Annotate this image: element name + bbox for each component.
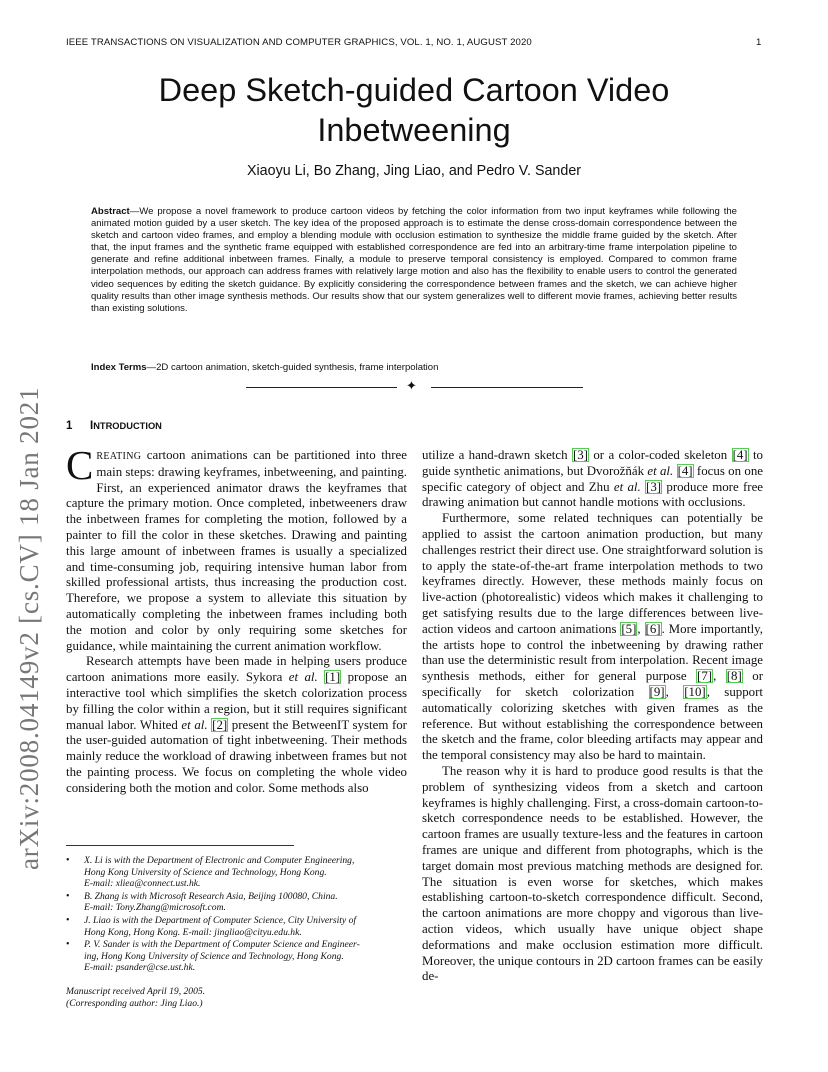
citation-link[interactable]: [1] xyxy=(325,670,341,685)
title-line-2: Inbetweening xyxy=(317,112,511,148)
intro-paragraph-5: The reason why it is hard to produce good results is that the problem of synthesizing videos from a sketch and cartoon keyframes is highly challenging. First, a cross-domain cartoon-to-sketch correspondence needs to be established. However, the cartoon frames are usually texture-less and the features in cartoon frames are unique and different from photographs, which is the target domain most previous matching methods are designed for. The situation is even worse for sketches, which makes establishing cartoon-to-sketch correspondence difficult. Second, the cartoon animations are more choppy and vigorous than live-action videos, which usually have unique object shape deformations and make occlusion estimation more difficult. Moreover, the unique contours in 2D cartoon frames can be easily de- xyxy=(422,763,763,984)
footnote-item xyxy=(66,939,407,974)
paragraph-text: focus on one specific category of object and Zhu xyxy=(422,463,763,494)
citation-link[interactable]: [4] xyxy=(677,463,693,478)
abstract xyxy=(91,206,737,315)
citation-link[interactable]: [5] xyxy=(621,621,637,636)
intro-paragraph-3 xyxy=(422,448,763,511)
intro-paragraph-2 xyxy=(66,654,407,796)
paragraph-text: cartoon animations can be partitioned into three main steps: drawing keyframes, inbetweening, and painting. First, an experienced animator draws the keyframes that capture the primary motion. Once completed, inbetweeners draw the inbetween frames for completing the motion, followed by a painter to fill the color in these sketches. Drawing and painting this large amount of inbetween frames is usually a specialized and time-consuming job, requiring intensive human labor from skilled professional artists, thus increasing the production cost. Therefore, we propose a system to alleviate this situation by automatically completing the inbetween frames including both the motion and color by only requiring some sketches for guidance, while maintaining the current animation workflow. xyxy=(66,448,407,653)
intro-paragraph-1 xyxy=(66,442,407,654)
footnote-line: E-mail: Tony.Zhang@microsoft.com. xyxy=(84,902,226,914)
manuscript-note xyxy=(66,986,407,1009)
citation-link[interactable]: [8] xyxy=(726,669,742,684)
manuscript-received: Manuscript received April 19, 2005. xyxy=(66,985,206,997)
paragraph-text: produce more free drawing animation but cannot handle motions with occlusions. xyxy=(422,479,764,510)
paragraph-text: propose an interactive tool which simplifies the sketch colorization process by filling the color within a region, but it still requires significant manual labor. Whited xyxy=(66,670,407,732)
separator-text: , xyxy=(665,684,684,699)
drop-cap: C xyxy=(66,442,94,488)
page-number: 1 xyxy=(756,37,762,48)
citation-link[interactable]: [6] xyxy=(645,621,661,636)
small-caps-lead: REATING xyxy=(96,451,142,462)
bullet-icon: • xyxy=(66,890,70,902)
et-al-text: et al. xyxy=(181,717,208,732)
paragraph-text: Furthermore, some related techniques can potentially be applied to assist the cartoon animation production, but many challenges restrict their direct use. One straightforward solution is to apply the state-of-the-art frame interpolation methods to two keyframes directly. However, these methods mainly focus on live-action (photorealistic) videos which makes it challenging to get satisfying results due to the large differences between live-action videos and cartoon animations xyxy=(422,511,763,636)
abstract-text: —We propose a novel framework to produce cartoon videos by fetching the color information from two input keyframes while following the animated motion guided by a user sketch. The key idea of the proposed approach is to estimate the dense cross-domain correspondence between the sketch and cartoon video frames, and employ a blending module with occlusion estimation to synthesize the middle frame guided by the sketch. After that, the input frames and the synthetic frame equipped with established correspondence are fed into an arbitrary-time frame interpolation pipeline to generate and refine additional inbetween frames. Finally, a module to preserve temporal consistency is employed. Compared to common frame interpolation methods, our approach can address frames with relatively large motion and also has the flexibility to enable users to control the generated video sequences by editing the sketch guidance. By explicitly considering the correspondence between frames and the sketch, we can achieve higher quality results than other image synthesis methods. Our results show that our system generalizes well to different movie frames, achieving better results than existing solutions. xyxy=(91,206,737,314)
citation-link[interactable]: [10] xyxy=(684,684,706,699)
bullet-icon: • xyxy=(66,914,70,926)
et-al-text: et al. xyxy=(613,479,641,494)
intro-paragraph-4 xyxy=(422,511,763,764)
paragraph-text: Research attempts have been made in helping users produce cartoon animations more easily. Sykora xyxy=(66,654,407,685)
paragraph-text: to guide synthetic animations, but Dvorožňák xyxy=(422,448,763,478)
footnotes xyxy=(66,855,407,1009)
section-title-initial: I xyxy=(90,420,94,432)
footnote-line: E-mail: psander@cse.ust.hk. xyxy=(84,962,196,974)
index-terms xyxy=(91,362,737,373)
footnote-item xyxy=(66,855,407,890)
footnote-line: P. V. Sander is with the Department of Computer Science and Engineer- xyxy=(84,939,360,951)
footnote-rule xyxy=(66,845,294,846)
running-header: IEEE TRANSACTIONS ON VISUALIZATION AND COMPUTER GRAPHICS, VOL. 1, NO. 1, AUGUST 2020 xyxy=(66,37,532,48)
paragraph-text: utilize a hand-drawn sketch xyxy=(422,448,572,462)
paragraph-text: or a color-coded skeleton xyxy=(588,448,732,462)
section-number: 1 xyxy=(66,420,73,432)
corresponding-author: (Corresponding author: Jing Liao.) xyxy=(66,997,203,1009)
index-terms-label: Index Terms xyxy=(91,362,147,373)
left-column xyxy=(66,442,407,797)
footnote-line: J. Liao is with the Department of Computer Science, City University of xyxy=(84,914,357,926)
section-heading xyxy=(66,420,162,432)
right-column xyxy=(422,448,763,985)
citation-link[interactable]: [9] xyxy=(649,684,665,699)
title-line-1: Deep Sketch-guided Cartoon Video xyxy=(158,72,670,108)
divider-left-rule xyxy=(246,387,397,388)
paragraph-text: , support automatically colorizing sketches with given frames as the reference. But without establishing the correspondence between the sketch and the frame, color bleeding artifacts may appear and the temporal consistency may also be hard to maintain. xyxy=(422,684,763,763)
footnote-line: X. Li is with the Department of Electronic and Computer Engineering, xyxy=(84,855,355,866)
divider-right-rule xyxy=(431,387,583,388)
footnote-line: ing, Hong Kong University of Science and Technology, Hong Kong. xyxy=(84,950,344,962)
separator-text: , xyxy=(637,621,645,636)
citation-link[interactable]: [2] xyxy=(212,717,228,732)
abstract-label: Abstract xyxy=(91,206,130,217)
citation-link[interactable]: [7] xyxy=(697,669,713,684)
paragraph-text: . More importantly, the artists hope to control the inbetweening by drawing rather than use the deterministic result from interpolation. Recent image synthesis methods, either for general purpose xyxy=(422,621,763,684)
bullet-icon: • xyxy=(66,939,70,951)
footnote-line: E-mail: xliea@connect.ust.hk. xyxy=(84,878,201,890)
separator-text: , xyxy=(713,669,726,684)
author-list: Xiaoyu Li, Bo Zhang, Jing Liao, and Pedro V. Sander xyxy=(246,163,582,179)
divider-diamond-icon: ✦ xyxy=(406,379,417,394)
footnote-line: Hong Kong University of Science and Technology, Hong Kong. xyxy=(84,866,327,878)
footnote-line: B. Zhang is with Microsoft Research Asia, Beijing 100080, China. xyxy=(84,890,338,902)
paragraph-text: or specifically for sketch colorization xyxy=(422,669,763,699)
et-al-text: et al. xyxy=(288,670,318,685)
footnote-line: Hong Kong, Hong Kong. E-mail: jingliao@cityu.edu.hk. xyxy=(84,926,302,938)
bullet-icon: • xyxy=(66,855,70,866)
section-title-rest: NTRODUCTION xyxy=(93,421,162,431)
et-al-text: et al. xyxy=(647,463,674,478)
citation-link[interactable]: [3] xyxy=(646,479,662,494)
paper-title xyxy=(66,70,762,150)
citation-link[interactable]: [4] xyxy=(732,448,748,462)
footnote-item xyxy=(66,915,407,938)
paragraph-text: present the BetweenIT system for the user-guided automation of tight inbetweening. Their methods mainly reduce the workload of drawing inbetween frames but not the painting process. We focus on completing the whole video considering both the motion and color. Some methods also xyxy=(66,717,407,795)
arxiv-stamp: arXiv:2008.04149v2 [cs.CV] 18 Jan 2021 xyxy=(14,386,44,870)
footnote-item xyxy=(66,891,407,914)
index-terms-text: —2D cartoon animation, sketch-guided synthesis, frame interpolation xyxy=(146,362,439,373)
citation-link[interactable]: [3] xyxy=(572,448,588,462)
